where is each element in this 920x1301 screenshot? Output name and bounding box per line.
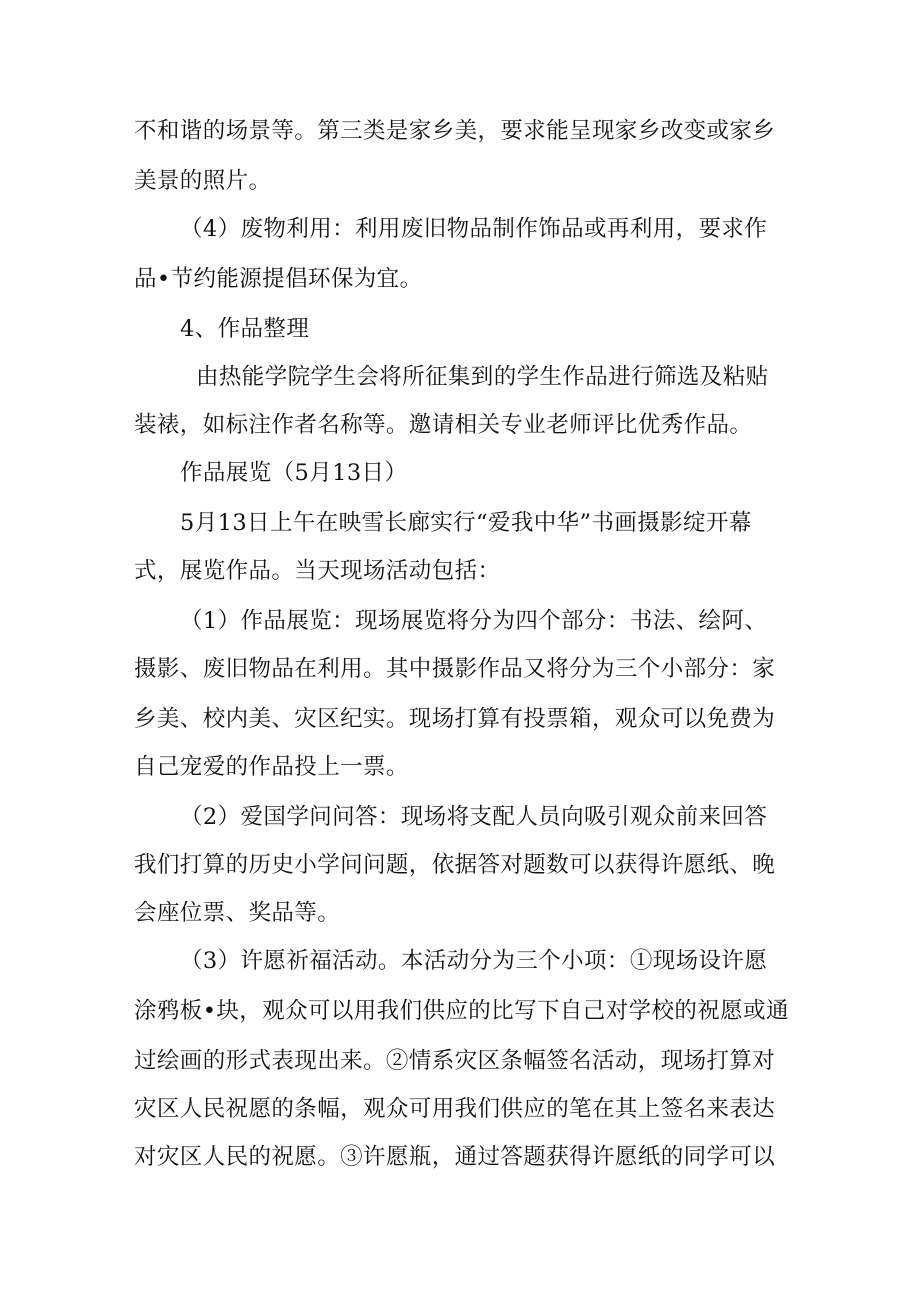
section-heading: 作品展览（5月13日） — [180, 460, 408, 486]
body-line: （1）作品展览：现场展览将分为四个部分：书法、绘阿、 — [180, 608, 768, 634]
body-line: 乡美、校内美、灾区纪实。现场打算有投票箱，观众可以免费为 — [134, 706, 776, 732]
body-line: 美景的照片。 — [134, 168, 272, 194]
body-line: 装裱，如标注作者名称等。邀请相关专业老师评比优秀作品。 — [134, 412, 753, 438]
body-line: （4）废物利用：利用废旧物品制作饰品或再利用，要求作 — [180, 216, 768, 242]
body-line: （2）爱国学问问答：现场将支配人员向吸引观众前来回答 — [180, 804, 768, 830]
body-line: 品•节约能源提倡环保为宜。 — [134, 266, 423, 292]
body-line: 式，展览作品。当天现场活动包括： — [134, 558, 501, 584]
body-line: 不和谐的场景等。第三类是家乡美，要求能呈现家乡改变或家乡 — [134, 118, 776, 144]
body-line: 涂鸦板•块，观众可以用我们供应的比写下自己对学校的祝愿或通 — [134, 998, 789, 1024]
body-line: 我们打算的历史小学问问题，依据答对题数可以获得许愿纸、晚 — [134, 852, 776, 878]
body-line: 5月13日上午在映雪长廊实行“爱我中华”书画摄影绽开幕 — [180, 510, 752, 536]
body-line: 摄影、废旧物品在利用。其中摄影作品又将分为三个小部分：家 — [134, 656, 776, 682]
body-line: 自己宠爱的作品投上一票。 — [134, 754, 409, 780]
section-heading: 4、作品整理 — [180, 316, 310, 342]
body-line: 由热能学院学生会将所征集到的学生作品进行筛选及粘贴 — [196, 364, 769, 390]
body-line: 过绘画的形式表现出来。②情系灾区条幅签名活动，现场打算对 — [134, 1048, 776, 1074]
body-line: 灾区人民祝愿的条幅，观众可用我们供应的笔在其上签名来表达 — [134, 1096, 776, 1122]
body-line: 会座位票、奖品等。 — [134, 900, 341, 926]
body-line: （3）许愿祈福活动。本活动分为三个小项：①现场设许愿 — [180, 948, 768, 974]
body-line: 对灾区人民的祝愿。③许愿瓶，通过答题获得许愿纸的同学可以 — [134, 1144, 776, 1170]
